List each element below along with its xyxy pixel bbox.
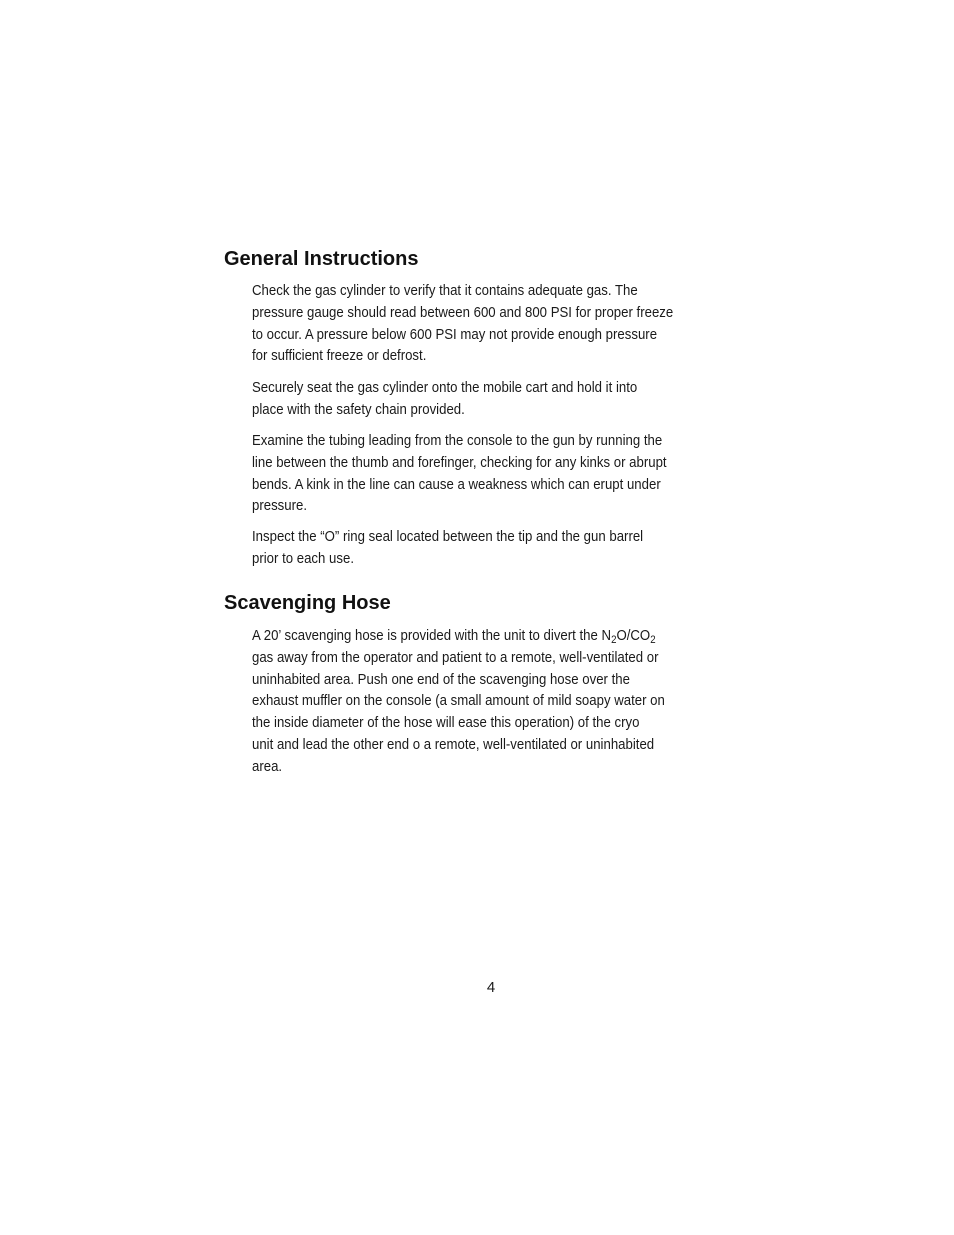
text-line: to occur. A pressure below 600 PSI may not provide enough pressure	[252, 325, 658, 343]
text-line: for sufficient freeze or defrost.	[252, 347, 427, 365]
section-heading-general-instructions: General Instructions	[224, 248, 419, 270]
subscript: 2	[611, 634, 617, 646]
page-number: 4	[486, 979, 496, 996]
text-line: pressure gauge should read between 600 and 800 PSI for proper freeze	[252, 303, 674, 321]
section-heading-scavenging-hose: Scavenging Hose	[224, 592, 391, 614]
text-line: uninhabited area. Push one end of the scavenging hose over the	[252, 670, 630, 688]
text-line: line between the thumb and forefinger, checking for any kinks or abrupt	[252, 453, 667, 471]
subscript: 2	[650, 634, 656, 646]
paragraph-examine-tubing	[252, 430, 671, 517]
paragraph-seat-cylinder	[252, 377, 671, 421]
text-line: unit and lead the other end o a remote, well-ventilated or uninhabited	[252, 735, 655, 753]
text-line: pressure.	[252, 497, 308, 515]
text-line: Securely seat the gas cylinder onto the mobile cart and hold it into	[252, 379, 638, 396]
text-line: area.	[252, 757, 283, 775]
text-line-with-formula	[252, 625, 671, 647]
text-line: place with the safety chain provided.	[252, 400, 465, 418]
paragraph-gas-cylinder-check	[252, 280, 674, 367]
text-line: Inspect the “O” ring seal located between the tip and the gun barrel	[252, 528, 644, 545]
text-line: bends. A kink in the line can cause a weakness which can erupt under	[252, 475, 661, 493]
text-line: exhaust muffler on the console (a small amount of mild soapy water on	[252, 692, 665, 710]
text-line: prior to each use.	[252, 549, 354, 567]
text-line: gas away from the operator and patient to a remote, well-ventilated or	[252, 648, 659, 666]
paragraph-scavenging-hose	[252, 625, 671, 778]
text-fragment: O/CO	[616, 627, 651, 644]
paragraph-inspect-o-ring	[252, 526, 671, 570]
text-line: Check the gas cylinder to verify that it contains adequate gas. The	[252, 282, 638, 299]
text-line: the inside diameter of the hose will ease this operation) of the cryo	[252, 714, 640, 732]
text-line: Examine the tubing leading from the console to the gun by running the	[252, 432, 663, 449]
text-fragment: A 20’ scavenging hose is provided with the unit to divert the N	[252, 627, 612, 644]
